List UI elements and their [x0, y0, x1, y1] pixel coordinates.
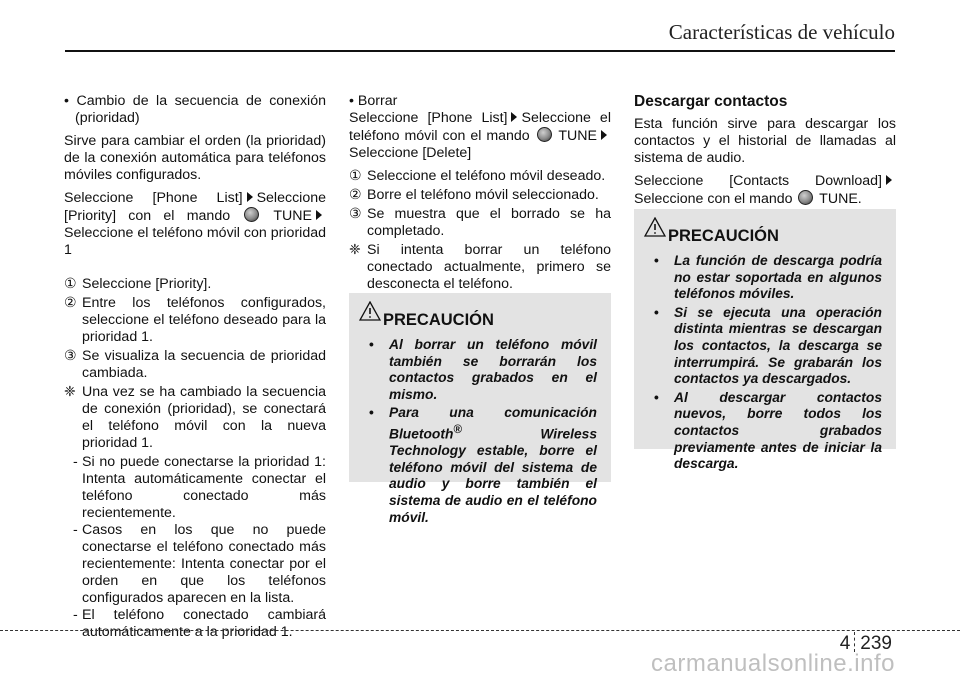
bullet-heading: • Cambio de la secuencia de conexión (prioridad) — [64, 93, 326, 126]
instruction-paragraph: Seleccione [Phone List] Seleccione el teléfono móvil con el mando TUNE Seleccione [Delete] — [349, 110, 611, 161]
note-item: ❈ Una vez se ha cambiado la secuencia de conexión (prioridad), se conectará el teléfono móvil con la nueva prioridad 1. — [64, 384, 326, 451]
header-title: Características de vehículo — [668, 20, 895, 44]
tune-knob-icon — [798, 190, 813, 205]
step-item: ③ Se visualiza la secuencia de prioridad cambiada. — [64, 348, 326, 381]
warning-triangle-icon — [359, 301, 381, 321]
caution-title: PRECAUCIÓN — [652, 227, 882, 245]
footer-rule — [0, 630, 960, 631]
page-number: 4 239 — [839, 633, 892, 654]
caution-box-download — [634, 209, 896, 472]
dash-item: - Si no puede conectarse la prioridad 1: Intenta automáticamente conectar el teléfono conectado más recientemente. — [73, 454, 326, 521]
arrow-right-icon — [601, 130, 607, 140]
section-heading: Descargar contactos — [634, 93, 788, 110]
step-item: ② Borre el teléfono móvil seleccionado. — [349, 187, 599, 203]
arrow-right-icon — [316, 210, 322, 220]
left-column — [64, 93, 326, 641]
instruction-paragraph: Seleccione [Phone List] Seleccione [Priority] con el mando TUNESeleccione el teléfono móvil con prioridad 1 — [64, 190, 326, 258]
watermark-text: carmanualsonline.info — [651, 650, 895, 677]
warning-triangle-icon — [644, 217, 666, 237]
middle-column — [349, 93, 611, 295]
bullet-heading: • Borrar — [349, 93, 398, 109]
caution-item: • Para una comunicación Bluetooth® Wireless Technology estable, borre el teléfono móvil del sistema de audio y borre también el sistema de audio en el teléfono móvil. — [369, 405, 597, 525]
caution-item: • La función de descarga podría no estar soportada en algunos teléfonos móviles. — [654, 253, 882, 302]
tune-knob-icon — [244, 207, 259, 222]
intro-paragraph: Esta función sirve para descargar los contactos y el historial de llamadas al sistema de audio. — [634, 116, 896, 166]
intro-paragraph: Sirve para cambiar el orden (la prioridad) de la conexión automática para teléfonos móviles configurados. — [64, 133, 326, 183]
step-item: ① Seleccione [Priority]. — [64, 276, 212, 292]
dash-item: - El teléfono conectado cambiará automáticamente a la prioridad 1. — [73, 607, 326, 640]
caution-item: • Si se ejecuta una operación distinta mientras se descargan los contactos, la descarga se interrumpirá. Se grabarán los contactos ya descargados. — [654, 304, 882, 387]
header-rule — [65, 50, 895, 52]
dash-item: - Casos en los que no puede conectarse el teléfono conectado más recientemente: Intenta conectar por el orden en que los teléfonos configurados aparecen en la lista. — [73, 522, 326, 606]
arrow-right-icon — [247, 192, 253, 202]
step-item: ② Entre los teléfonos configurados, seleccione el teléfono deseado para la prioridad 1. — [64, 295, 326, 345]
tune-knob-icon — [537, 127, 552, 142]
caution-title: PRECAUCIÓN — [367, 311, 597, 329]
step-item: ③ Se muestra que el borrado se ha completado. — [349, 206, 611, 239]
step-item: ① Seleccione el teléfono móvil deseado. — [349, 168, 606, 184]
note-item: ❈ Si intenta borrar un teléfono conectado actualmente, primero se desconecta el teléfono. — [349, 242, 611, 292]
arrow-right-icon — [886, 175, 892, 185]
caution-item: • Al descargar contactos nuevos, borre todos los contactos grabados previamente antes de iniciar la descarga. — [654, 389, 882, 472]
caution-box-delete — [349, 293, 611, 525]
arrow-right-icon — [511, 112, 517, 122]
caution-item: • Al borrar un teléfono móvil también se borrarán los contactos grabados en el mismo. — [369, 337, 597, 402]
right-column — [634, 93, 896, 214]
instruction-paragraph: Seleccione [Contacts Download] Seleccione con el mando TUNE. — [634, 173, 896, 208]
